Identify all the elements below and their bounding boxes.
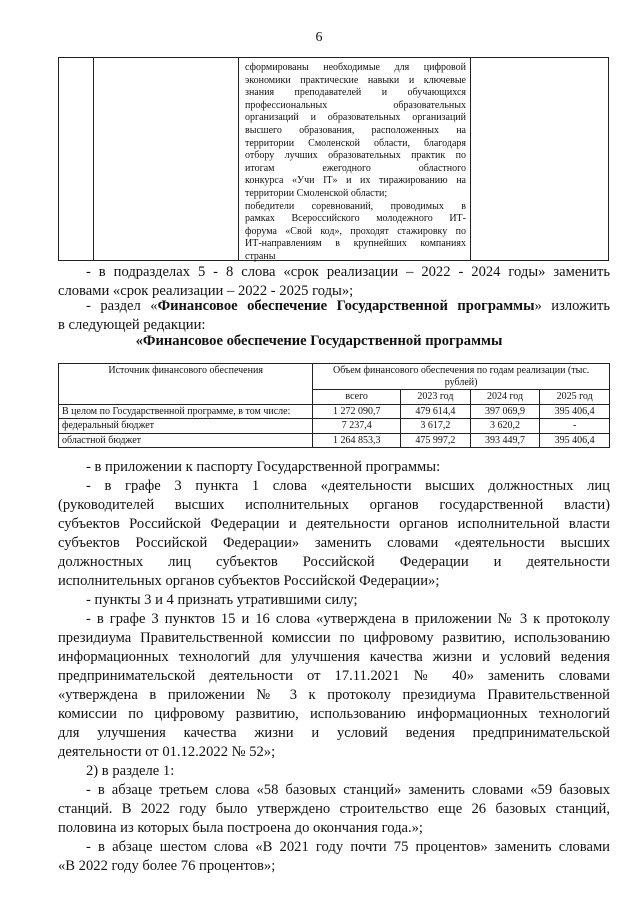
text-line: - в графе 3 пунктов 15 и 16 слова «утверждена в приложении № 3 к протоколу (86, 611, 610, 627)
text-line: информационных технологий для улучшения качества жизни и условий ведения (58, 649, 610, 665)
cell-line: победители соревнований, проводимых в (245, 200, 466, 212)
text-line: комиссии по цифровому развитию, использованию информационных технологий (58, 706, 610, 722)
text-fragment: - раздел « (86, 298, 158, 314)
text-line: - в графе 3 пункта 1 слова «деятельности высших должностных лиц (86, 478, 610, 494)
table-row (59, 419, 610, 434)
cell-line: рамках Всероссийского молодежного ИТ- (245, 213, 466, 225)
page-number: 6 (315, 30, 323, 45)
text-line: деятельности от 01.12.2022 № 52»; (58, 744, 276, 760)
cell-line: высшего образования, расположенных на (245, 124, 466, 136)
cell-value: 3 617,2 (401, 419, 471, 434)
column-header-2024: 2024 год (470, 390, 540, 405)
text-line: станций. В 2022 году было утверждено строительство еще 26 базовых станций, (58, 801, 610, 817)
text-line: - в приложении к паспорту Государственной программы: (86, 459, 441, 475)
row-label: В целом по Государственной программе, в том числе: (59, 404, 313, 419)
cell-line: ИТ-направлениям в крупнейших компаниях (245, 238, 466, 250)
cell-line: территории Смоленской области; (245, 187, 388, 199)
text-line: - в абзаце шестом слова «В 2021 году почти 75 процентов» заменить словами (86, 839, 610, 855)
cell-value: 395 406,4 (540, 404, 610, 419)
row-label: областной бюджет (59, 433, 313, 448)
text-line: 2) в разделе 1: (86, 763, 175, 779)
bold-section-title: Финансовое обеспечение Государственной программы (157, 298, 535, 314)
text-line: «В 2022 году более 76 процентов»; (58, 858, 276, 874)
finance-table (58, 363, 610, 448)
cell-line: профессиональных образовательных (245, 99, 466, 111)
cell-value: 3 620,2 (470, 419, 540, 434)
table-row (59, 433, 610, 448)
cell-value: - (540, 419, 610, 434)
cell-line: территории Смоленской области, благодаря (245, 137, 466, 149)
text-line: президиума Правительственной комиссии по цифровому развитию, использованию (58, 630, 610, 646)
text-line: субъектов Российской Федерации» заменить словами «деятельности высших (58, 535, 610, 551)
text-line: словами «срок реализации – 2022 - 2025 годы»; (58, 283, 354, 299)
cell-line: конкурса «Учи IT» и их тиражированию на (245, 175, 466, 187)
column-header-2023: 2023 год (401, 390, 471, 405)
text-line: для улучшения качества жизни и условий ведения предпринимательской (58, 725, 610, 741)
table-column-result (239, 58, 471, 260)
text-line: предпринимательской деятельности от 17.11.2021 № 40» заменить словами (58, 668, 610, 684)
result-cell-text (239, 58, 470, 264)
cell-line: отбору лучших образовательных практик по (245, 150, 466, 162)
table-column-name (94, 58, 239, 260)
text-line: - пункты 3 и 4 признать утратившими силу; (86, 592, 358, 608)
text-line: - в подразделах 5 - 8 слова «срок реализации – 2022 - 2024 годы» заменить (86, 264, 610, 280)
cell-value: 397 069,9 (470, 404, 540, 419)
text-line: должностных лиц субъектов Российской Федерации и деятельности (58, 554, 610, 570)
cell-line: сформированы необходимые для цифровой (245, 62, 466, 73)
paragraph-section-replace (58, 297, 610, 335)
source-header: Источник финансового обеспечения (59, 364, 313, 405)
cell-value: 395 406,4 (540, 433, 610, 448)
text-line: исполнительных органов субъектов Российской Федерации»; (58, 573, 440, 589)
text-fragment: » изложить (534, 298, 611, 314)
cell-line: организаций и образовательных организаций (245, 112, 466, 124)
text-line: половина из которых была построена до окончания года.»; (58, 820, 423, 836)
table-column-notes (471, 58, 608, 260)
continuation-table (58, 57, 609, 261)
text-line: (руководителей высших исполнительных органов государственной власти) (58, 497, 610, 513)
paragraph-subsections (58, 263, 610, 301)
text-line: «утверждена в приложении № 3 к протоколу президиума Правительственной (58, 687, 610, 703)
column-header-total: всего (313, 390, 401, 405)
text-line (58, 297, 610, 316)
cell-line: итогам ежегодного областного (245, 162, 466, 174)
cell-value: 479 614,4 (401, 404, 471, 419)
cell-value: 7 237,4 (313, 419, 401, 434)
body-text (58, 458, 610, 876)
section-heading: «Финансовое обеспечение Государственной программы (135, 333, 503, 349)
row-label: федеральный бюджет (59, 419, 313, 434)
cell-value: 393 449,7 (470, 433, 540, 448)
volume-header: Объем финансового обеспечения по годам реализации (тыс. рублей) (313, 364, 610, 390)
cell-line: форума «Свой код», проходят стажировку по (245, 225, 466, 237)
table-column-number (59, 58, 94, 260)
column-header-2025: 2025 год (540, 390, 610, 405)
table-row (59, 404, 610, 419)
text-line: субъектов Российской Федерации и деятельности органов исполнительной власти (58, 516, 610, 532)
cell-value: 1 272 090,7 (313, 404, 401, 419)
cell-line: страны (245, 250, 276, 262)
cell-value: 1 264 853,3 (313, 433, 401, 448)
text-line: - в абзаце третьем слова «58 базовых станций» заменить словами «59 базовых (86, 782, 610, 798)
cell-line: экономики практические навыки и ключевые (245, 74, 466, 86)
cell-line: знания преподавателей и обучающихся (245, 87, 466, 99)
cell-value: 475 997,2 (401, 433, 471, 448)
text-line: в следующей редакции: (58, 317, 206, 333)
